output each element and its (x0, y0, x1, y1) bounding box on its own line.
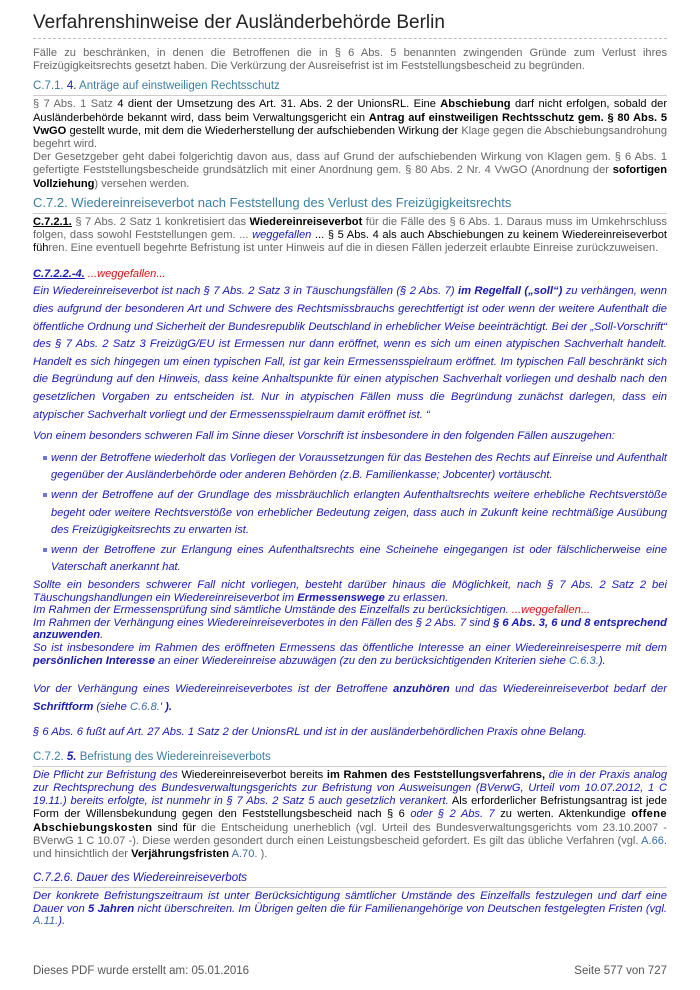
section-heading-c72: C.7.2. Wiedereinreiseverbot nach Feststellung des Verlust des Freizügigkeitsrechts (33, 195, 667, 214)
section-title: Anträge auf einstweiligen Rechtsschutz (79, 80, 280, 93)
paragraph-c722-2: Von einem besonders schweren Fall im Sinne dieser Vorschrift ist insbesondere in den folgenden Fällen auszugehen: (33, 430, 615, 443)
paragraph-c71-2: Der Gesetzgeber geht dabei folgerichtig davon aus, dass auf Grund der aufschiebenden Wirkung von Klagen gem. § 6 Abs. 1 gefertigte Feststellungsbescheide grundsätzlich mit einer Anordnung gem. § 80 Abs. 2 Nr. 4 VwGO (Anordnung der sofortigen Vollziehung) versehen werden. (33, 151, 667, 190)
paragraph-c722-6: So ist insbesondere im Rahmen des eröffneten Ermessens das öffentliche Interesse an einer Wiedereinreisesperre mit dem persönlichen Interesse an einer Wiedereinreise abzuwägen (zu den zu berücksichtigenden Kriterien siehe C.6.3.). (33, 641, 667, 667)
bullet-icon (43, 493, 47, 497)
paragraph-c722-1: Ein Wiedereinreiseverbot ist nach § 7 Abs. 2 Satz 3 in Täuschungsfällen (§ 2 Abs. 7) im Regelfall („soll“) zu verhängen, wenn dies aufgrund der besonderen Art und Schwere des Rechtsmissbrauchs gerechtfertigt ist oder wenn der weitere Aufenthalt die öffentliche Ordnung und Sicherheit der Bundesrepublik Deutschland in erheblicher Weise beeinträchtigt. Bei der „Soll-Vorschrift“ des § 7 Abs. 2 Satz 3 FreizügG/EU ist Ermessen nur dann eröffnet, wenn es sich um einen atypischen Sachverhalt handelt. Handelt es sich hingegen um einen typischen Fall, ist gar kein Ermessensspielraum eröffnet. Im typischen Fall beschränkt sich die Begründung auf den Hinweis, dass keine Anhaltspunkte für einen atypischen Sachverhalt vorliegen und deshalb nach den gesetzlichen Vorgaben zu entscheiden ist. Nur in atypischen Fällen muss die Begründung zunächst darlegen, dass ein atypischer Sachverhalt vorliegt und der Ermessensspielraum damit eröffnet ist. “ (33, 285, 667, 421)
paragraph-c725: Die Pflicht zur Befristung des Wiedereinreiseverbot bereits im Rahmen des Feststellungsverfahrens, die in der Praxis analog zur Rechtsprechung des Bundesverwaltungsgerichts zur Befristung von Ausweisungen (BVerwG, Urteil vom 10.07.2012, 1 C 19.11.) bereits erfolgte, ist nunmehr in § 7 Abs. 2 Satz 5 auch gesetzlich verankert. Als erforderlicher Befristungsantrag ist jede Form der Willensbekundung gegen den Feststellungsbescheid nach § 6 oder § 2 Abs. 7 zu werten. Aktenkundige offene Abschiebungskosten sind für die Entscheidung unerheblich (vgl. Urteil des Bundesverwaltungsgerichts vom 23.10.2007 - BVerwG 1 C 10.07 -). Diese werden gesondert durch einen Leistungsbescheid gefordert. Es gilt das übliche Verfahren (vgl. A.66. und hinsichtlich der Verjährungsfristen A.70. ). (33, 768, 667, 861)
list-item: wenn der Betroffene wiederholt das Vorliegen der Voraussetzungen für das Bestehen des Rechts auf Einreise und Aufenthalt gegenüber der Ausländerbehörde oder anderen Behörden (z.B. Familienkasse; Jobcenter) vortäuscht. (45, 450, 667, 485)
intro-paragraph: Fälle zu beschränken, in denen die Betroffenen die in § 6 Abs. 5 benannten zwingenden Gründe zum Verlust ihres Freizügigkeitsrechts gesetzt haben. Die Verkürzung der Ausreisefrist ist im Feststellungsbescheid zu begründen. (33, 47, 667, 73)
divider (33, 887, 667, 888)
section-number: C.7.2.2.-4. (33, 268, 85, 281)
page-title: Verfahrenshinweise der Ausländerbehörde Berlin (33, 12, 667, 39)
paragraph-c722-8: § 6 Abs. 6 fußt auf Art. 27 Abs. 1 Satz 2 der UnionsRL und ist in der ausländerbehördlichen Praxis ohne Belang. (33, 726, 587, 739)
paragraph-c722-5: Im Rahmen der Verhängung eines Wiedereinreiseverbotes in den Fällen des § 2 Abs. 7 sind § 6 Abs. 3, 6 und 8 entsprechend anzuwenden. (33, 616, 668, 642)
document-page (33, 12, 667, 928)
link-a11[interactable]: A.11. (33, 915, 59, 928)
criteria-list (45, 450, 667, 577)
section-number: 5. (66, 750, 77, 763)
bullet-icon (43, 456, 47, 460)
page-number: Seite 577 von 727 (574, 965, 667, 977)
created-date: Dieses PDF wurde erstellt am: 05.01.2016 (33, 965, 250, 977)
list-item: wenn der Betroffene auf der Grundlage des missbräuchlich erlangten Aufenthaltsrechts weitere erhebliche Rechtsverstöße begeht oder weitere Rechtsverstöße von erheblicher Bedeutung zeigen, dass auch in Zukunft keine rechtmäßige Ausübung des Freizügigkeitsrechts zu erwarten ist. (45, 487, 667, 540)
page-footer (33, 965, 667, 978)
section-number: 4. (66, 80, 77, 93)
bullet-icon (43, 548, 47, 552)
paragraph-c722-3: Sollte ein besonders schwerer Fall nicht vorliegen, besteht darüber hinaus die Möglichkeit, nach § 7 Abs. 2 Satz 2 bei Täuschungshandlungen ein Wiedereinreiseverbot im Ermessenswege zu erlassen. (33, 578, 667, 604)
section-heading-c725 (33, 750, 667, 764)
link-c63[interactable]: C.6.3. (568, 654, 599, 667)
section-title: Befristung des Wiedereinreiseverbots (79, 750, 271, 763)
link-c68[interactable]: C.6.8. (129, 700, 160, 713)
section-prefix: C.7.1. (33, 80, 64, 93)
divider (33, 766, 667, 767)
section-prefix: C.7.2. (33, 750, 64, 763)
paragraph-c726: Der konkrete Befristungszeitraum ist unter Berücksichtigung sämtlicher Umstände des Einzelfalls festzulegen und darf eine Dauer von 5 Jahren nicht überschreiten. Im Übrigen gelten die für Familienangehörige von Deutschen festgelegten Fristen (vgl. A.11.). (33, 890, 667, 928)
removed-note: ...weggefallen... (84, 268, 166, 281)
paragraph-c71-1: § 7 Abs. 1 Satz 4 dient der Umsetzung des Art. 31. Abs. 2 der UnionsRL. Eine Abschiebung darf nicht erfolgen, sobald der Ausländerbehörde bekannt wird, dass beim Verwaltungsgericht ein Antrag auf einstweiligen Rechtsschutz gem. § 80 Abs. 5 VwGO gestellt wurde, mit dem die Wiederherstellung der aufschiebenden Wirkung der Klage gegen die Abschiebungsandrohung begehrt wird. (33, 98, 668, 151)
section-heading-c722 (33, 266, 667, 283)
section-heading-c726: C.7.2.6. Dauer des Wiedereinreiseverbots (33, 872, 248, 885)
divider (33, 95, 667, 96)
paragraph-c722-7: Vor der Verhängung eines Wiedereinreiseverbotes ist der Betroffene anzuhören und das Wiedereinreiseverbot bedarf der Schriftform (siehe C.6.8.' ). (33, 683, 667, 713)
section-heading-c71 (33, 79, 667, 93)
paragraph-c722-4: Im Rahmen der Ermessensprüfung sind sämtliche Umstände des Einzelfalls zu berücksichtigen. ...weggefallen... (33, 604, 591, 617)
list-item: wenn der Betroffene zur Erlangung eines Aufenthaltsrechts eine Scheinehe eingegangen ist oder fälschlicherweise eine Vaterschaft anerkannt hat. (45, 542, 667, 577)
section-number: C.7.2.1. (33, 215, 72, 228)
link-a66[interactable]: A.66. (641, 834, 667, 847)
link-a70[interactable]: A.70. (231, 848, 258, 861)
paragraph-c721: C.7.2.1. § 7 Abs. 2 Satz 1 konkretisiert das Wiedereinreiseverbot für die Fälle des § 6 Abs. 1. Daraus muss im Umkehrschluss folgen, dass sowohl Feststellungen gem. ... weggefallen ... § 5 Abs. 4 als auch Abschiebungen zu keinem Wiedereinreiseverbot führen. Eine eventuell begehrte Befristung ist unter Hinweis auf die in diesen Fällen jederzeit erlaubte Einreise zurückzuweisen. (33, 215, 667, 255)
